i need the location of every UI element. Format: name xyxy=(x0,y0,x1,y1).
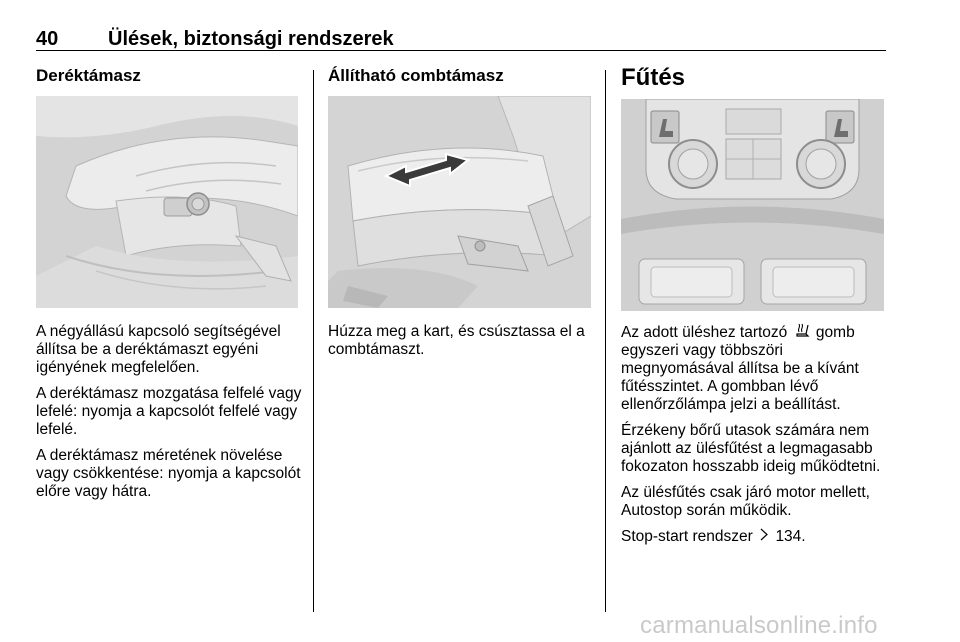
section-title-thigh: Állítható combtámasz xyxy=(328,66,504,85)
section-title-lumbar: Deréktámasz xyxy=(36,66,141,85)
heating-paragraph-3: Az ülésfűtés csak járó motor mellett, Autostop során működik. xyxy=(621,484,870,519)
heating-paragraph-1 xyxy=(621,323,896,414)
heating-paragraph-2: Érzékeny bőrű utasok számára nem ajánlott az ülésfűtést a legmagasabb fokozaton hosszabb ideig működtetni. xyxy=(621,422,881,475)
lumbar-paragraph-2: A deréktámasz mozgatása felfelé vagy lefelé: nyomja a kapcsolót felfelé vagy lefelé. xyxy=(36,385,302,438)
page-number: 40 xyxy=(36,28,59,50)
heating-text xyxy=(621,323,896,554)
chapter-title: Ülések, biztonsági rendszerek xyxy=(108,28,394,50)
thigh-support-illustration xyxy=(328,96,591,308)
thigh-paragraph-1: Húzza meg a kart, és csúsztassa el a combtámaszt. xyxy=(328,323,585,358)
section-heating xyxy=(621,64,886,94)
thigh-text xyxy=(328,323,598,367)
heating-paragraph-4 xyxy=(621,528,896,546)
header-divider xyxy=(36,50,886,51)
column-divider-1 xyxy=(313,70,314,612)
page-header xyxy=(36,28,886,50)
seat-heat-icon xyxy=(794,323,810,342)
page-reference-icon xyxy=(759,528,769,546)
column-divider-2 xyxy=(605,70,606,612)
lumbar-paragraph-3: A deréktámasz méretének növelése vagy csökkentése: nyomja a kapcsolót előre vagy hátra. xyxy=(36,447,301,500)
page-reference-link[interactable]: 134. xyxy=(775,528,806,545)
section-title-heating: Fűtés xyxy=(621,64,686,91)
heating-p1-after: gomb egyszeri vagy többszöri megnyomásával állítsa be a kívánt fűtésszintet. A gombban lévő ellenőrzőlámpa jelzi a beállítást. xyxy=(621,324,859,413)
lumbar-switch-illustration xyxy=(36,96,298,308)
stop-start-label: Stop-start rendszer xyxy=(621,528,753,545)
section-lumbar-support xyxy=(36,66,298,88)
section-thigh-support xyxy=(328,66,598,88)
lumbar-paragraph-1: A négyállású kapcsoló segítségével állítsa be a deréktámaszt egyéni igényének megfelelően. xyxy=(36,323,281,376)
watermark: carmanualsonline.info xyxy=(640,612,878,639)
lumbar-text xyxy=(36,323,304,509)
seat-heating-controls-illustration xyxy=(621,99,884,311)
heating-p1-before: Az adott üléshez tartozó xyxy=(621,324,788,341)
